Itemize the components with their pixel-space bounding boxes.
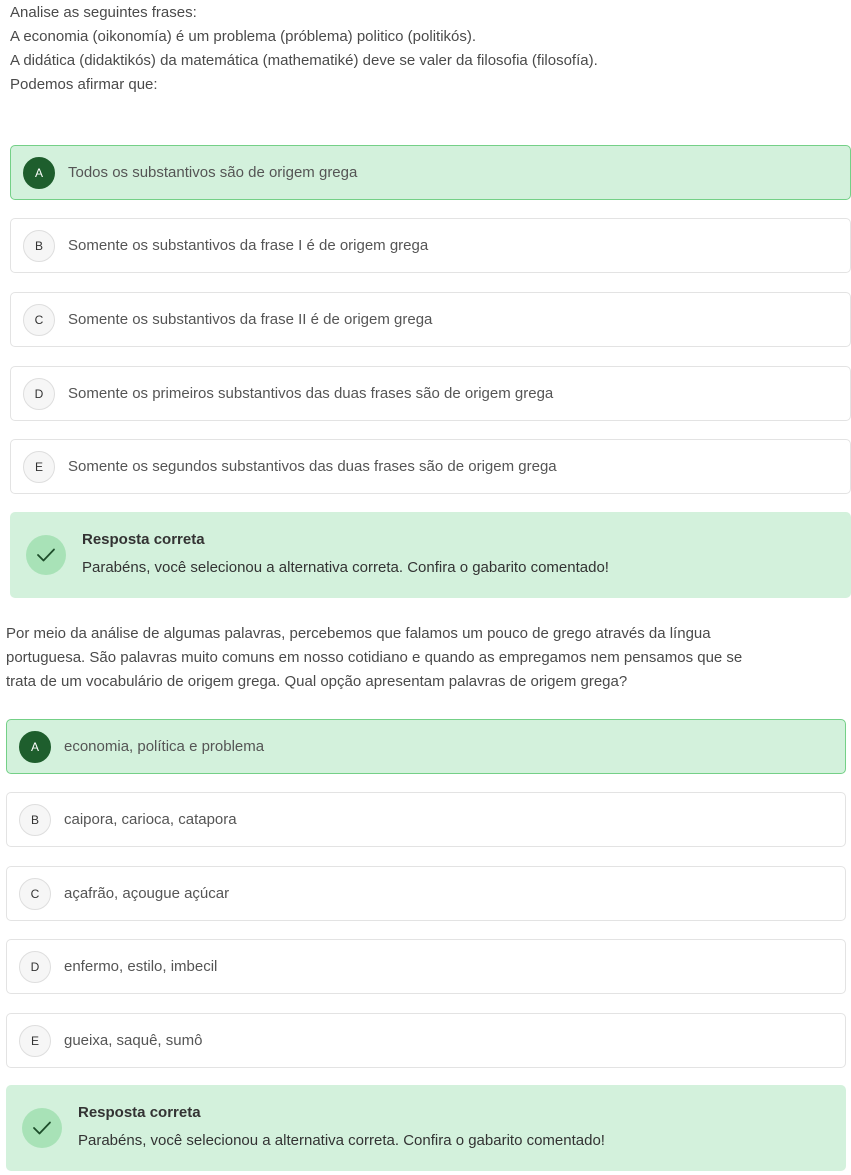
check-icon (22, 1108, 62, 1148)
q1-option-c[interactable] (10, 292, 851, 347)
question-2-statement (6, 622, 851, 694)
option-text: Somente os primeiros substantivos das duas frases são de origem grega (68, 385, 554, 402)
q2-option-d[interactable] (6, 939, 846, 994)
question-1-line: Analise as seguintes frases: (10, 4, 197, 21)
option-letter: D (23, 378, 55, 410)
option-text: Somente os segundos substantivos das duas frases são de origem grega (68, 458, 557, 475)
q2-feedback-correct (6, 1085, 846, 1171)
q1-option-a[interactable] (10, 145, 851, 200)
option-text: Somente os substantivos da frase I é de origem grega (68, 237, 429, 254)
question-2-line: trata de um vocabulário de origem grega. Qual opção apresentam palavras de origem grega? (6, 673, 628, 690)
question-1-statement (10, 1, 851, 97)
feedback-title: Resposta correta (78, 1104, 201, 1121)
q2-option-e[interactable] (6, 1013, 846, 1068)
option-text: gueixa, saquê, sumô (64, 1032, 203, 1049)
option-text: economia, política e problema (64, 738, 265, 755)
option-text: caipora, carioca, catapora (64, 811, 237, 828)
q2-option-c[interactable] (6, 866, 846, 921)
option-text: açafrão, açougue açúcar (64, 885, 230, 902)
feedback-title: Resposta correta (82, 531, 205, 548)
q1-option-e[interactable] (10, 439, 851, 494)
question-2-line: Por meio da análise de algumas palavras, percebemos que falamos um pouco de grego através da língua (6, 625, 711, 642)
option-text: Todos os substantivos são de origem grega (68, 164, 358, 181)
option-letter: A (23, 157, 55, 189)
option-letter: C (23, 304, 55, 336)
option-letter: A (19, 731, 51, 763)
option-letter: C (19, 878, 51, 910)
option-letter: E (23, 451, 55, 483)
check-icon (26, 535, 66, 575)
option-letter: B (19, 804, 51, 836)
option-letter: D (19, 951, 51, 983)
q1-feedback-correct (10, 512, 851, 598)
feedback-message: Parabéns, você selecionou a alternativa correta. Confira o gabarito comentado! (78, 1132, 605, 1149)
option-letter: B (23, 230, 55, 262)
option-letter: E (19, 1025, 51, 1057)
question-2-line: portuguesa. São palavras muito comuns em nosso cotidiano e quando as empregamos nem pensamos que se (6, 649, 743, 666)
option-text: enfermo, estilo, imbecil (64, 958, 218, 975)
feedback-message: Parabéns, você selecionou a alternativa correta. Confira o gabarito comentado! (82, 559, 609, 576)
q1-option-b[interactable] (10, 218, 851, 273)
q2-option-a[interactable] (6, 719, 846, 774)
question-1-line: A didática (didaktikós) da matemática (mathematiké) deve se valer da filosofia (filosofía). (10, 52, 598, 69)
q2-option-b[interactable] (6, 792, 846, 847)
q1-option-d[interactable] (10, 366, 851, 421)
question-1-line: Podemos afirmar que: (10, 76, 158, 93)
question-1-line: A economia (oikonomía) é um problema (próblema) politico (politikós). (10, 28, 477, 45)
option-text: Somente os substantivos da frase II é de origem grega (68, 311, 433, 328)
